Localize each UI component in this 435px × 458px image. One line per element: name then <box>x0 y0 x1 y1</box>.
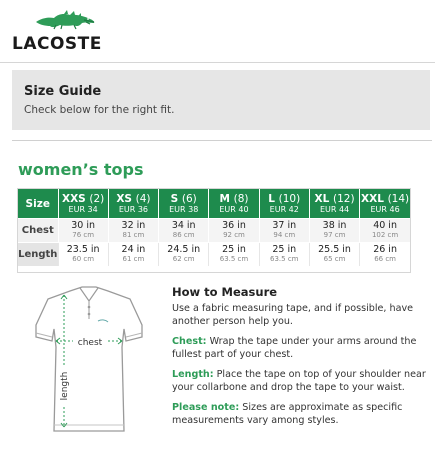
section-divider <box>12 140 432 141</box>
table-cell: 30 in 76 cm <box>58 218 108 242</box>
chest-instructions: Chest: Wrap the tape under your arms around the fullest part of your chest. <box>172 336 417 360</box>
how-to-intro: Use a fabric measuring tape, and if possible, have another person help you. <box>172 303 414 327</box>
table-cell: 38 in 97 cm <box>309 218 359 242</box>
size-header-l: L (10) EUR 42 <box>259 189 309 218</box>
size-guide-panel <box>12 70 430 130</box>
table-cell: 25.5 in 65 cm <box>309 242 359 266</box>
length-instructions: Length: Place the tape on top of your shoulder near your collarbone and drop the tape to your waist. <box>172 369 426 393</box>
table-cell: 23.5 in 60 cm <box>58 242 108 266</box>
size-header-m: M (8) EUR 40 <box>209 189 259 218</box>
row-label-chest: Chest <box>18 218 58 242</box>
length-label: length <box>60 371 70 401</box>
how-to-measure-panel <box>172 285 427 434</box>
row-label-length: Length <box>18 242 58 266</box>
size-header-xxl: XXL (14) EUR 46 <box>360 189 410 218</box>
size-header-s: S (6) EUR 38 <box>159 189 209 218</box>
table-cell: 24 in 61 cm <box>108 242 158 266</box>
table-cell: 26 in 66 cm <box>360 242 410 266</box>
header-divider <box>0 62 435 63</box>
page-title: Size Guide <box>24 84 102 99</box>
chest-label: chest <box>77 338 103 348</box>
size-header-xs: XS (4) EUR 36 <box>108 189 158 218</box>
table-cell: 37 in 94 cm <box>259 218 309 242</box>
table-cell: 24.5 in 62 cm <box>159 242 209 266</box>
brand-wordmark: LACOSTE <box>12 34 102 54</box>
table-cell: 25 in 63.5 cm <box>259 242 309 266</box>
table-cell: 34 in 86 cm <box>159 218 209 242</box>
table-cell: 25 in 63.5 cm <box>209 242 259 266</box>
crocodile-icon <box>34 8 96 30</box>
size-header-xxs: XXS (2) EUR 34 <box>58 189 108 218</box>
table-cell: 32 in 81 cm <box>108 218 158 242</box>
lacoste-logo[interactable] <box>12 8 112 54</box>
polo-shirt-diagram <box>30 285 148 435</box>
table-cell: 40 in 102 cm <box>360 218 410 242</box>
table-row-chest <box>18 218 410 242</box>
size-table <box>18 189 410 266</box>
table-cell: 36 in 92 cm <box>209 218 259 242</box>
table-row-length <box>18 242 410 266</box>
page-subtitle: Check below for the right fit. <box>24 104 175 116</box>
size-header-xl: XL (12) EUR 44 <box>309 189 359 218</box>
how-to-title: How to Measure <box>172 285 278 299</box>
size-column-header: Size <box>18 189 58 218</box>
section-title: women’s tops <box>18 160 144 179</box>
please-note: Please note: Sizes are approximate as specific measurements vary among styles. <box>172 402 403 426</box>
table-header-row <box>18 189 410 218</box>
